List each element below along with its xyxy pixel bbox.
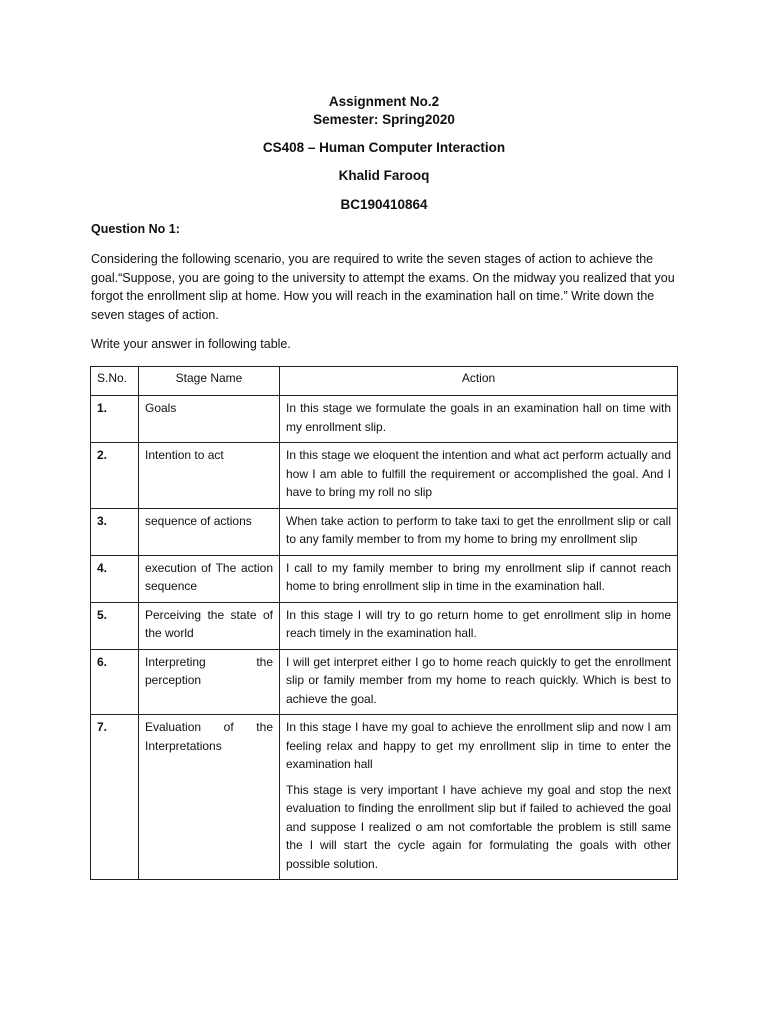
row-action-text: I will get interpret either I go to home reach quickly to get the enrollment slip or family member from my home to reach quickly. Which is best to achieve the goal. <box>286 654 671 706</box>
row-sno: 5. <box>91 602 139 649</box>
question-label: Question No 1: <box>91 222 180 236</box>
row-action <box>280 715 678 880</box>
row-action-text: In this stage we formulate the goals in an examination hall on time with my enrollment slip. <box>286 401 671 434</box>
header-stage-name: Stage Name <box>139 367 280 396</box>
row-sno: 3. <box>91 508 139 555</box>
row-stage-name: Perceiving the state of the world <box>139 602 280 649</box>
row-stage-name: Evaluation of the Interpretations <box>139 715 280 880</box>
row-sno: 4. <box>91 555 139 602</box>
course-title: CS408 – Human Computer Interaction <box>262 140 506 155</box>
row-stage-name: sequence of actions <box>139 508 280 555</box>
student-name: Khalid Farooq <box>338 168 430 183</box>
row-sno: 6. <box>91 649 139 715</box>
row-sno: 1. <box>91 396 139 443</box>
row-action <box>280 508 678 555</box>
header-sno: S.No. <box>91 367 139 396</box>
row-action-text-continued: This stage is very important I have achieve my goal and stop the next evaluation to finding the enrollment slip but if failed to achieved the goal and suppose I realized o am not comfortable the problem is still same the I will start the cycle again for formulating the goals with other possible solution. <box>286 782 671 871</box>
table-row <box>91 508 678 555</box>
question-scenario: Considering the following scenario, you are required to write the seven stages of action to achieve the goal.“Suppose, you are going to the university to attempt the exams. On the midway you realized that you forgot the enrollment slip at home. How you will reach in the examination hall on time.” Write down the seven stages of action. <box>91 252 675 322</box>
answer-table <box>90 366 678 880</box>
row-action-text: In this stage we eloquent the intention and what act perform actually and how I am able to fulfill the requirement or accomplished the goal. And I have to bring my roll no slip <box>286 448 671 499</box>
row-sno: 2. <box>91 443 139 509</box>
row-stage-name: Intention to act <box>139 443 280 509</box>
row-sno: 7. <box>91 715 139 880</box>
row-action <box>280 649 678 715</box>
row-stage-name: Interpreting the perception <box>139 649 280 715</box>
table-header-row <box>91 367 678 396</box>
row-stage-name: execution of The action sequence <box>139 555 280 602</box>
header-action: Action <box>280 367 678 396</box>
row-action <box>280 555 678 602</box>
table-row <box>91 443 678 509</box>
table-row <box>91 602 678 649</box>
row-action <box>280 602 678 649</box>
row-stage-name: Goals <box>139 396 280 443</box>
question-instruction: Write your answer in following table. <box>91 337 291 351</box>
row-action-text: In this stage I will try to go return home to get enrollment slip in home reach timely in the examination hall. <box>286 607 671 640</box>
table-row <box>91 396 678 443</box>
row-action <box>280 443 678 509</box>
row-action-text: When take action to perform to take taxi to get the enrollment slip or call to any family member to from my home to bring my enrollment slip <box>286 513 671 546</box>
semester-title: Semester: Spring2020 <box>313 112 455 127</box>
student-id: BC190410864 <box>340 197 428 212</box>
table-row <box>91 715 678 880</box>
row-action <box>280 396 678 443</box>
table-row <box>91 649 678 715</box>
table-row <box>91 555 678 602</box>
row-action-text: I call to my family member to bring my enrollment slip if cannot reach home to bring enrollment slip in time in the examination hall. <box>286 560 671 593</box>
row-action-text: In this stage I have my goal to achieve the enrollment slip and now I am feeling relax and happy to get my enrollment slip in time to enter the examination hall <box>286 720 671 771</box>
assignment-title: Assignment No.2 <box>328 94 440 109</box>
